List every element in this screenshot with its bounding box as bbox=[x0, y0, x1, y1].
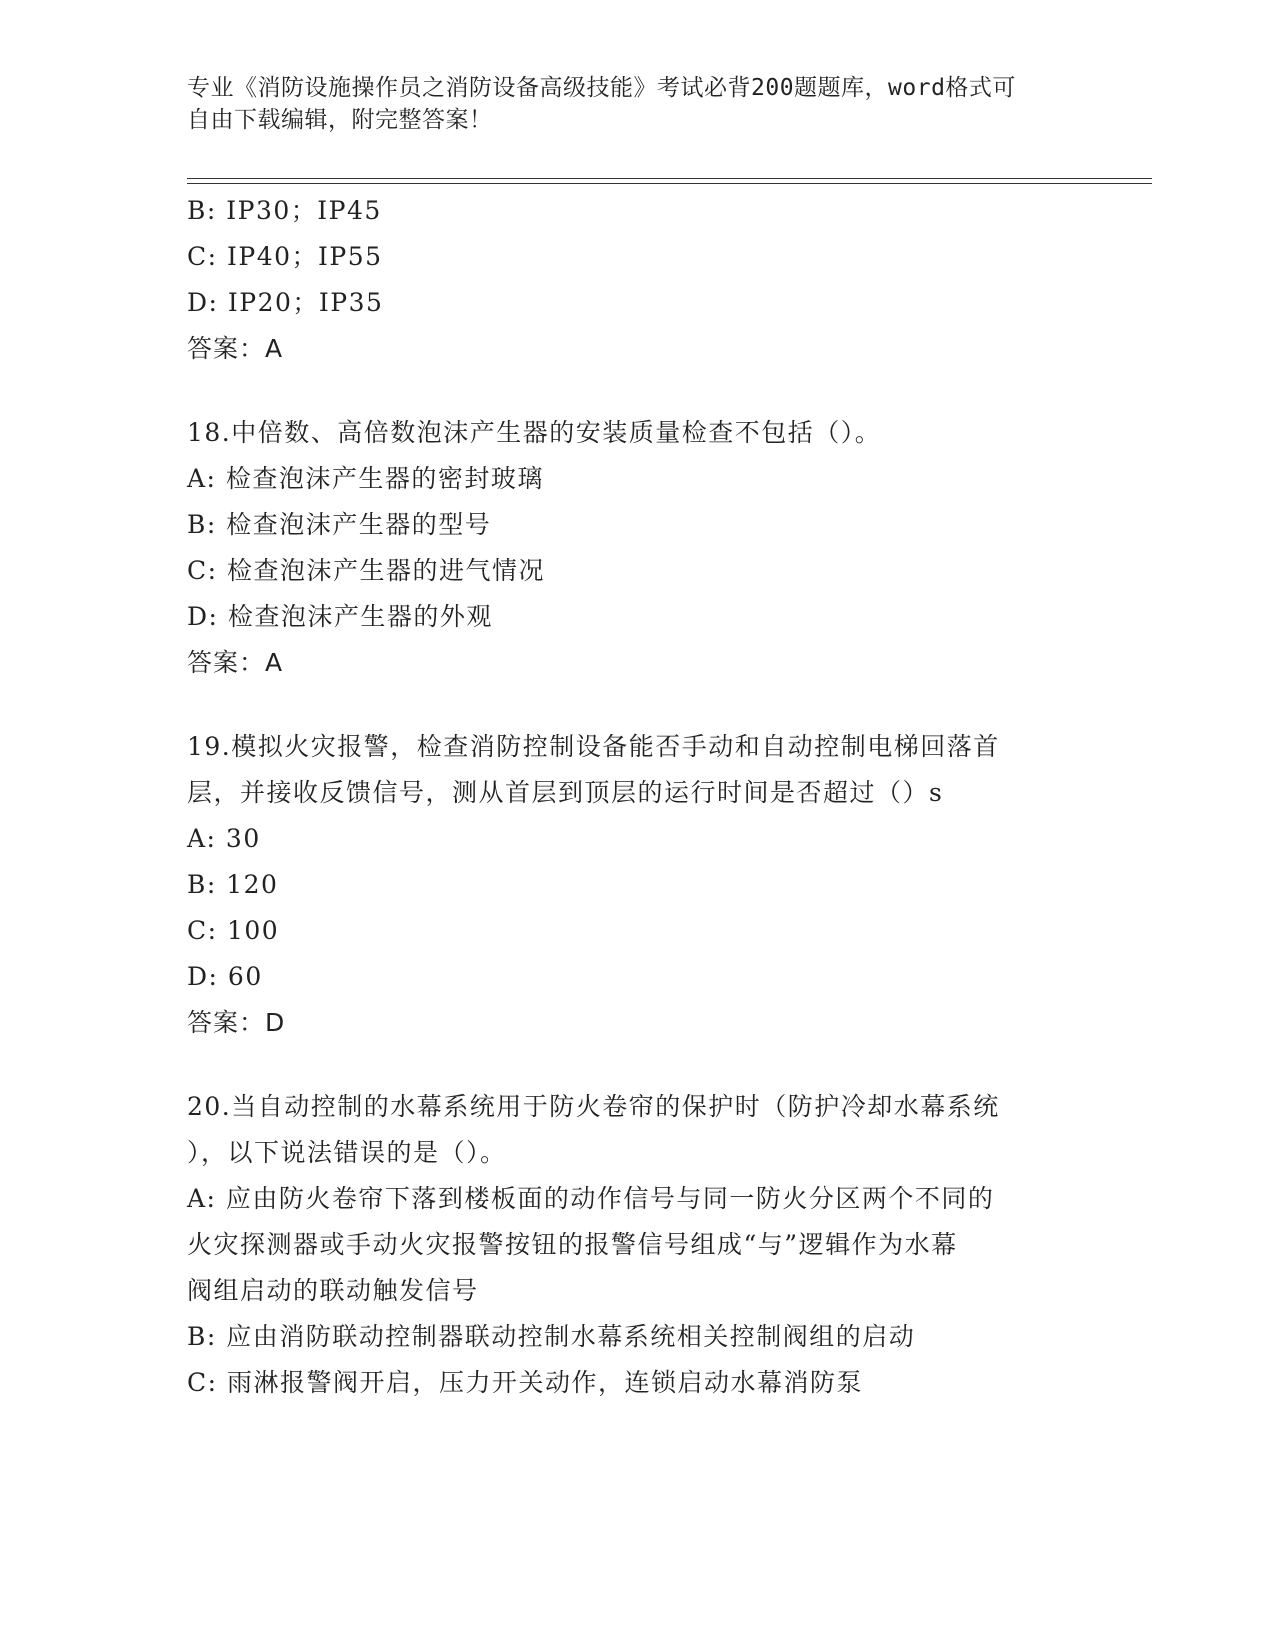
previous-question-tail bbox=[187, 188, 1087, 372]
option-c: C: 雨淋报警阀开启，压力开关动作，连锁启动水幕消防泵 bbox=[187, 1368, 864, 1397]
question-content bbox=[187, 188, 1087, 1406]
option-a-line-2: 火灾探测器或手动火灾报警按钮的报警信号组成“与”逻辑作为水幕 bbox=[187, 1230, 958, 1259]
answer: 答案：A bbox=[187, 334, 284, 363]
answer: 答案：D bbox=[187, 1008, 286, 1037]
question-20 bbox=[187, 1084, 1087, 1406]
option-c: C: 100 bbox=[187, 916, 280, 945]
header-line-1: 专业《消防设施操作员之消防设备高级技能》考试必背200题题库，word格式可 bbox=[187, 75, 1016, 101]
question-stem-line-1: 19.模拟火灾报警，检查消防控制设备能否手动和自动控制电梯回落首 bbox=[187, 732, 1000, 761]
option-d: D: 60 bbox=[187, 962, 263, 991]
question-stem-line-1: 20.当自动控制的水幕系统用于防火卷帘的保护时（防护冷却水幕系统 bbox=[187, 1092, 1000, 1121]
option-d: D: IP20；IP35 bbox=[187, 288, 384, 317]
header-line-2: 自由下载编辑，附完整答案！ bbox=[187, 107, 493, 133]
option-a-line-3: 阀组启动的联动触发信号 bbox=[187, 1276, 479, 1305]
option-c: C: IP40；IP55 bbox=[187, 242, 383, 271]
option-b: B: 应由消防联动控制器联动控制水幕系统相关控制阀组的启动 bbox=[187, 1322, 916, 1351]
question-stem-line-2: ），以下说法错误的是（）。 bbox=[187, 1138, 507, 1167]
page-header bbox=[187, 72, 1087, 136]
question-stem-line-2: 层，并接收反馈信号，测从首层到顶层的运行时间是否超过（）s bbox=[187, 778, 944, 807]
option-b: B: 检查泡沫产生器的型号 bbox=[187, 510, 492, 539]
option-b: B: IP30；IP45 bbox=[187, 196, 382, 225]
header-divider-top bbox=[187, 178, 1152, 179]
option-a-line-1: A: 应由防火卷帘下落到楼板面的动作信号与同一防火分区两个不同的 bbox=[187, 1184, 995, 1213]
header-divider-bottom bbox=[187, 183, 1152, 184]
question-19 bbox=[187, 724, 1087, 1046]
option-b: B: 120 bbox=[187, 870, 279, 899]
option-d: D: 检查泡沫产生器的外观 bbox=[187, 602, 493, 631]
question-18 bbox=[187, 410, 1087, 686]
question-stem: 18.中倍数、高倍数泡沫产生器的安装质量检查不包括（）。 bbox=[187, 418, 882, 447]
option-c: C: 检查泡沫产生器的进气情况 bbox=[187, 556, 545, 585]
option-a: A: 检查泡沫产生器的密封玻璃 bbox=[187, 464, 544, 493]
option-a: A: 30 bbox=[187, 824, 261, 853]
answer: 答案：A bbox=[187, 648, 284, 677]
